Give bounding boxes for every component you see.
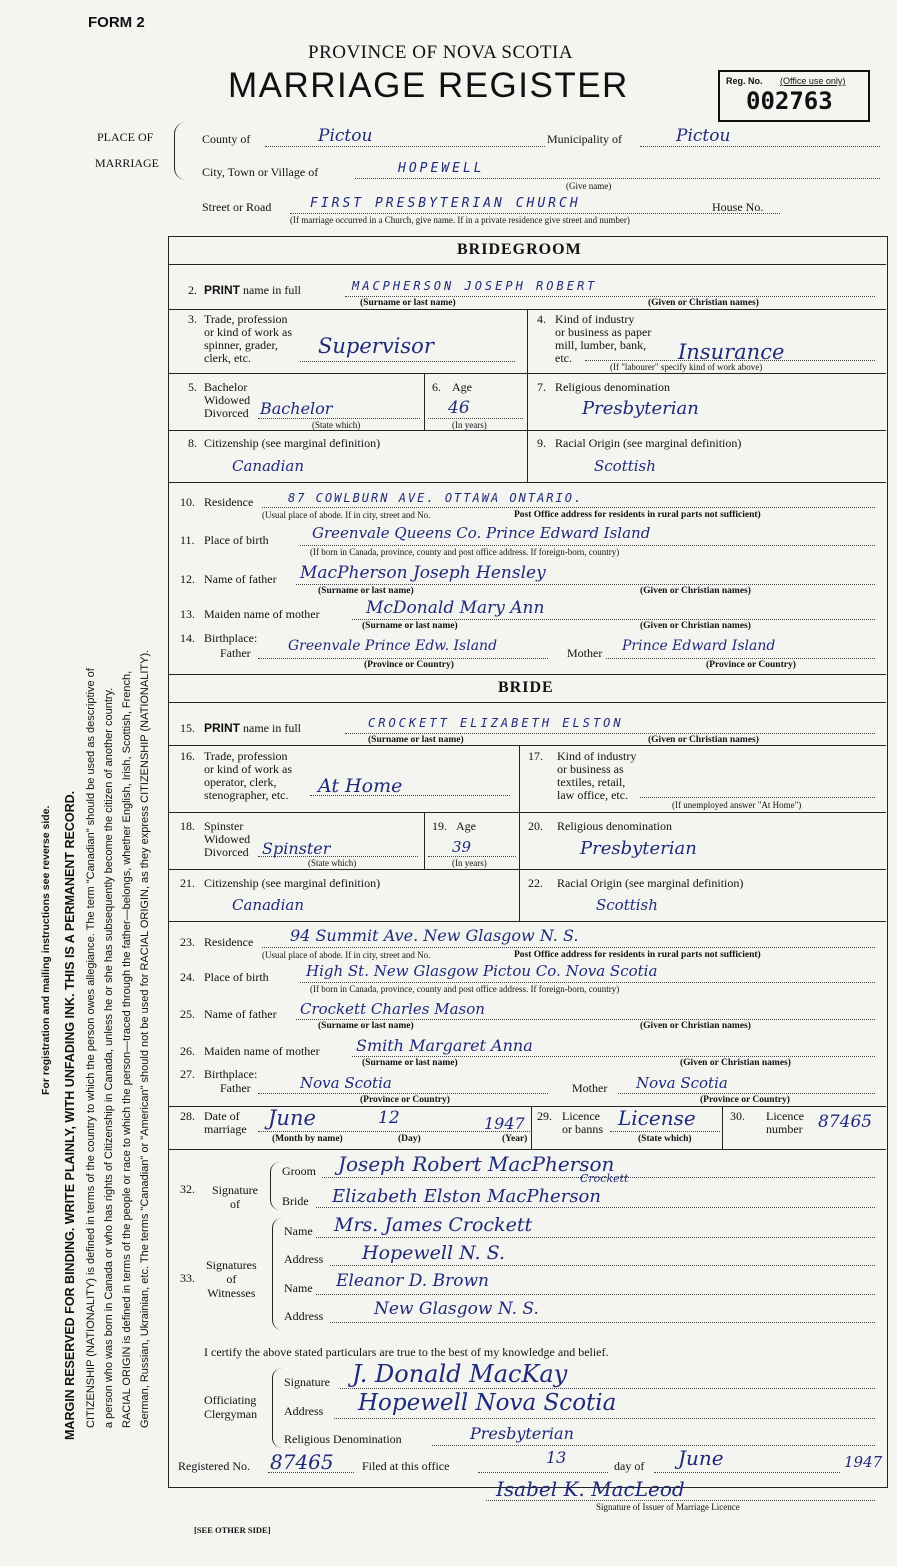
- form-number: FORM 2: [88, 14, 145, 31]
- place-of-label: PLACE OF: [97, 130, 154, 144]
- bride-heading: BRIDE: [498, 679, 554, 696]
- groom-bp-father-hint: (Province or Country): [364, 660, 454, 670]
- bride-birthplace-label: Birthplace:: [204, 1067, 258, 1081]
- w2-address-label: Address: [284, 1309, 324, 1323]
- marriage-label: MARRIAGE: [95, 156, 160, 170]
- licence-number-value: 87465: [818, 1112, 873, 1132]
- bride-signature: Elizabeth Elston MacPherson: [332, 1186, 601, 1207]
- groom-status-label-1: Bachelor: [204, 380, 248, 394]
- bride-father-value: Crockett Charles Mason: [300, 1000, 485, 1018]
- page-title: MARRIAGE REGISTER: [228, 66, 629, 105]
- field-3-number: 3.: [188, 312, 197, 326]
- groom-bp-father-value: Greenvale Prince Edw. Island: [288, 638, 498, 654]
- filed-day: 13: [546, 1448, 567, 1467]
- field-9-number: 9.: [537, 436, 546, 450]
- certify-statement: I certify the above stated particulars are true to the best of my knowledge and belief.: [204, 1345, 609, 1359]
- groom-trade-value: Supervisor: [318, 334, 434, 358]
- bride-bp-father-value: Nova Scotia: [300, 1074, 392, 1092]
- groom-bp-father-label: Father: [220, 646, 251, 660]
- date-label: [204, 1110, 247, 1136]
- bride-birth-hint: (If born in Canada, province, county and post office address. If foreign-born, country): [310, 984, 620, 994]
- groom-birth-value: Greenvale Queens Co. Prince Edward Island: [312, 524, 651, 542]
- bride-trade-value: At Home: [318, 775, 403, 797]
- bride-bp-mother-value: Nova Scotia: [636, 1074, 728, 1092]
- field-14-number: 14.: [180, 631, 195, 645]
- groom-status-label-2: Widowed: [204, 393, 251, 407]
- groom-status-label-3: Divorced: [204, 406, 249, 420]
- bride-father-surname-hint: (Surname or last name): [318, 1021, 414, 1031]
- clergy-address-label: Address: [284, 1404, 324, 1418]
- bride-birth-value: High St. New Glasgow Pictou Co. Nova Scotia: [306, 962, 658, 980]
- groom-trade-label-2: or kind of work as: [204, 325, 292, 339]
- bride-industry-label: [557, 750, 636, 802]
- bride-residence-label: Residence: [204, 935, 254, 949]
- bride-bp-mother-label: Mother: [572, 1081, 608, 1095]
- field-26-number: 26.: [180, 1044, 195, 1058]
- groom-mother-surname-hint: (Surname or last name): [362, 621, 458, 631]
- groom-father-label: Name of father: [204, 572, 277, 586]
- groom-father-value: MacPherson Joseph Hensley: [300, 563, 546, 583]
- licence-number-label-1: Licence: [766, 1109, 804, 1123]
- groom-status-value: Bachelor: [260, 399, 333, 418]
- reg-no-box: [718, 70, 870, 122]
- w1-address-label: Address: [284, 1252, 324, 1266]
- marriage-day-value: 12: [378, 1108, 400, 1128]
- field-24-number: 24.: [180, 970, 195, 984]
- bride-status-label-2: Widowed: [204, 832, 251, 846]
- municipality-value: Pictou: [676, 126, 731, 146]
- groom-mother-given-hint: (Given or Christian names): [640, 621, 751, 631]
- bridegroom-heading: BRIDEGROOM: [457, 241, 582, 258]
- province-title: PROVINCE OF NOVA SCOTIA: [308, 42, 574, 63]
- groom-religion-label: Religious denomination: [555, 380, 670, 394]
- bride-industry-label-4: law office, etc.: [557, 788, 629, 802]
- groom-print-label: [204, 284, 301, 297]
- clergy-label: [204, 1393, 257, 1421]
- field-12-number: 12.: [180, 572, 195, 586]
- licence-value: License: [618, 1106, 696, 1130]
- clergy-label-2: Clergyman: [204, 1407, 258, 1421]
- w1-name-value: Mrs. James Crockett: [334, 1214, 533, 1236]
- issuer-label: Signature of Issuer of Marriage Licence: [596, 1502, 740, 1512]
- witnesses-label-3: Witnesses: [207, 1286, 256, 1300]
- bride-given-hint: (Given or Christian names): [648, 735, 759, 745]
- bride-unemployed-hint: (If unemployed answer "At Home"): [672, 800, 802, 810]
- registered-value: 87465: [270, 1450, 334, 1474]
- witnesses-label-2: of: [226, 1272, 237, 1286]
- groom-birth-label: Place of birth: [204, 533, 269, 547]
- w1-address-value: Hopewell N. S.: [362, 1242, 505, 1264]
- licence-number-label-2: number: [766, 1122, 803, 1136]
- groom-given-hint: (Given or Christian names): [648, 298, 759, 308]
- groom-racial-value: Scottish: [594, 457, 656, 475]
- groom-labourer-hint: (If "labourer" specify kind of work above): [610, 362, 763, 372]
- field-11-number: 11.: [180, 533, 195, 547]
- field-8-number: 8.: [188, 436, 197, 450]
- filed-label: Filed at this office: [362, 1459, 450, 1473]
- w2-address-value: New Glasgow N. S.: [374, 1299, 539, 1319]
- groom-age-value: 46: [448, 398, 470, 418]
- groom-father-surname-hint: (Surname or last name): [318, 586, 414, 596]
- field-5-number: 5.: [188, 380, 197, 394]
- bride-citizenship-value: Canadian: [232, 896, 305, 914]
- date-label-1: Date of: [204, 1109, 240, 1123]
- groom-bp-mother-value: Prince Edward Island: [622, 638, 776, 654]
- bride-print-label: [204, 722, 301, 735]
- issuer-signature: Isabel K. MacLeod: [496, 1477, 685, 1501]
- groom-status-label: [204, 381, 250, 420]
- clergy-religion-label: Religious Denomination: [284, 1432, 402, 1446]
- witnesses-label: [206, 1258, 257, 1300]
- signature-label-1: Signature: [212, 1183, 258, 1197]
- bride-trade-label-4: stenographer, etc.: [204, 788, 289, 802]
- signature-brace: [270, 1162, 281, 1210]
- marriage-month-value: June: [268, 1106, 316, 1130]
- bride-status-label: [204, 820, 250, 859]
- bride-signature-above: Crockett: [580, 1172, 629, 1185]
- field-18-number: 18.: [180, 819, 195, 833]
- date-label-2: marriage: [204, 1122, 247, 1136]
- groom-citizenship-label: Citizenship (see marginal definition): [204, 436, 381, 450]
- filed-year: 1947: [844, 1453, 883, 1471]
- field-33-number: 33.: [180, 1271, 195, 1285]
- groom-mother-label: Maiden name of mother: [204, 607, 320, 621]
- bride-industry-label-3: textiles, retail,: [557, 775, 626, 789]
- groom-signature: Joseph Robert MacPherson: [338, 1152, 615, 1176]
- groom-surname-hint: (Surname or last name): [360, 298, 456, 308]
- bride-religion-value: Presbyterian: [580, 838, 697, 859]
- street-note: (If marriage occurred in a Church, give name. If in a private residence give street and number): [290, 215, 630, 225]
- bride-name-label: name in full: [243, 721, 301, 735]
- groom-birthplace-label: Birthplace:: [204, 631, 258, 645]
- year-hint: (Year): [502, 1134, 528, 1144]
- street-value: FIRST PRESBYTERIAN CHURCH: [310, 196, 581, 211]
- groom-residence-hint-b: Post Office address for residents in rural parts not sufficient): [514, 510, 761, 520]
- witnesses-brace: [272, 1218, 283, 1330]
- clergy-brace: [272, 1368, 283, 1448]
- groom-racial-label: Racial Origin (see marginal definition): [555, 436, 742, 450]
- groom-industry-label: [555, 313, 651, 365]
- groom-sig-label: Groom: [282, 1164, 316, 1178]
- clergy-signature-label: Signature: [284, 1375, 330, 1389]
- groom-industry-label-3: mill, lumber, bank,: [555, 338, 647, 352]
- field-19-number: 19.: [432, 819, 447, 833]
- county-value: Pictou: [318, 126, 373, 146]
- bride-trade-label-1: Trade, profession: [204, 749, 288, 763]
- bride-residence-hint-b: Post Office address for residents in rural parts not sufficient): [514, 950, 761, 960]
- margin-line-6: German, Russian, Ukrainian, etc. The terms "Canadian" or "American" should not be used for RACIAL ORIGIN, as they express CITIZENSHIP (NATIONALITY).: [139, 649, 151, 1428]
- bride-racial-value: Scottish: [596, 896, 658, 914]
- bride-mother-label: Maiden name of mother: [204, 1044, 320, 1058]
- street-label: Street or Road: [202, 200, 272, 214]
- municipality-label: Municipality of: [547, 132, 622, 146]
- groom-industry-label-2: or business as paper: [555, 325, 652, 339]
- field-15-number: 15.: [180, 721, 195, 735]
- bride-state-which: (State which): [308, 858, 357, 868]
- groom-trade-label: [204, 313, 292, 365]
- field-20-number: 20.: [528, 819, 543, 833]
- bride-print-word: PRINT: [204, 721, 240, 735]
- marriage-year-value: 1947: [484, 1114, 525, 1133]
- bride-mother-surname-hint: (Surname or last name): [362, 1058, 458, 1068]
- margin-line-4: a person who was born in Canada or who has rights of Citizenship in Canada, unless he or she has subsequently become the citizen of another country.: [103, 687, 115, 1428]
- margin-line-5: RACIAL ORIGIN is defined in terms of the people or race to which the person—traced through the father—belongs, whether English, Irish, Scottish, French,: [121, 670, 133, 1428]
- groom-industry-label-4: etc.: [555, 351, 572, 365]
- field-4-number: 4.: [537, 312, 546, 326]
- field-27-number: 27.: [180, 1067, 195, 1081]
- see-other-side: [SEE OTHER SIDE]: [194, 1525, 271, 1535]
- bride-status-label-3: Divorced: [204, 845, 249, 859]
- groom-residence-value: 87 COWLBURN AVE. OTTAWA ONTARIO.: [288, 491, 584, 505]
- bride-mother-value: Smith Margaret Anna: [356, 1036, 533, 1055]
- groom-print-word: PRINT: [204, 283, 240, 297]
- reg-no-value: 002763: [746, 87, 833, 115]
- groom-birth-hint: (If born in Canada, province, county and post office address. If foreign-born, country): [310, 547, 620, 557]
- city-label: City, Town or Village of: [202, 165, 319, 179]
- signature-label-2: of: [230, 1197, 240, 1211]
- field-21-number: 21.: [180, 876, 195, 890]
- groom-name-value: MACPHERSON JOSEPH ROBERT: [352, 279, 598, 293]
- groom-name-label: name in full: [243, 283, 301, 297]
- bride-residence-value: 94 Summit Ave. New Glasgow N. S.: [290, 926, 579, 945]
- bride-in-years: (In years): [452, 858, 487, 868]
- bride-religion-label: Religious denomination: [557, 819, 672, 833]
- filed-month: June: [678, 1446, 724, 1470]
- groom-field-2-number: 2.: [188, 283, 197, 297]
- bride-father-label: Name of father: [204, 1007, 277, 1021]
- margin-line-3: CITIZENSHIP (NATIONALITY) is defined in terms of the country to which the person owes allegiance. The term "Canadian" should be used as descriptive of: [85, 668, 97, 1428]
- bride-bp-father-hint: (Province or Country): [360, 1095, 450, 1105]
- bride-racial-label: Racial Origin (see marginal definition): [557, 876, 744, 890]
- field-17-number: 17.: [528, 749, 543, 763]
- groom-residence-hint-a: (Usual place of abode. If in city, street and No.: [262, 510, 431, 520]
- clergy-label-1: Officiating: [204, 1393, 257, 1407]
- licence-label: [562, 1110, 603, 1136]
- groom-mother-value: McDonald Mary Ann: [366, 598, 545, 618]
- bride-citizenship-label: Citizenship (see marginal definition): [204, 876, 381, 890]
- margin-line-2: MARGIN RESERVED FOR BINDING. WRITE PLAINLY, WITH UNFADING INK. THIS IS A PERMANENT RECORD.: [63, 790, 77, 1440]
- field-25-number: 25.: [180, 1007, 195, 1021]
- bride-age-label: Age: [456, 819, 476, 833]
- bride-age-value: 39: [452, 838, 472, 856]
- licence-label-1: Licence: [562, 1109, 600, 1123]
- field-6-number: 6.: [432, 380, 441, 394]
- field-28-number: 28.: [180, 1109, 195, 1123]
- w1-name-label: Name: [284, 1224, 313, 1238]
- bride-father-given-hint: (Given or Christian names): [640, 1021, 751, 1031]
- licence-number-label: [766, 1110, 804, 1136]
- groom-age-label: Age: [452, 380, 472, 394]
- witnesses-label-1: Signatures: [206, 1258, 257, 1272]
- field-7-number: 7.: [537, 380, 546, 394]
- field-32-number: 32.: [180, 1182, 195, 1196]
- field-13-number: 13.: [180, 607, 195, 621]
- bride-status-value: Spinster: [262, 839, 331, 858]
- groom-religion-value: Presbyterian: [582, 398, 699, 419]
- groom-industry-label-1: Kind of industry: [555, 312, 635, 326]
- groom-trade-label-3: spinner, grader,: [204, 338, 279, 352]
- bride-trade-label: [204, 750, 292, 802]
- day-hint: (Day): [398, 1134, 421, 1144]
- place-brace: [174, 122, 189, 180]
- groom-residence-label: Residence: [204, 495, 254, 509]
- field-30-number: 30.: [730, 1109, 745, 1123]
- clergy-address: Hopewell Nova Scotia: [358, 1390, 617, 1416]
- day-of-label: day of: [614, 1459, 645, 1473]
- groom-in-years: (In years): [452, 420, 487, 430]
- bride-trade-label-2: or kind of work as: [204, 762, 292, 776]
- margin-line-1: For registration and mailing instructions see reverse side.: [40, 805, 52, 1095]
- groom-bp-mother-label: Mother: [567, 646, 603, 660]
- bride-trade-label-3: operator, clerk,: [204, 775, 277, 789]
- bride-residence-hint-a: (Usual place of abode. If in city, street and No.: [262, 950, 431, 960]
- registered-label: Registered No.: [178, 1459, 250, 1473]
- bride-status-label-1: Spinster: [204, 819, 244, 833]
- bride-birth-label: Place of birth: [204, 970, 269, 984]
- field-23-number: 23.: [180, 935, 195, 949]
- field-10-number: 10.: [180, 495, 195, 509]
- bride-bp-father-label: Father: [220, 1081, 251, 1095]
- bride-surname-hint: (Surname or last name): [368, 735, 464, 745]
- groom-bp-mother-hint: (Province or Country): [706, 660, 796, 670]
- clergy-religion: Presbyterian: [470, 1424, 574, 1443]
- signature-of-label: [212, 1183, 258, 1211]
- field-16-number: 16.: [180, 749, 195, 763]
- groom-trade-label-1: Trade, profession: [204, 312, 288, 326]
- groom-trade-label-4: clerk, etc.: [204, 351, 251, 365]
- licence-state-which: (State which): [638, 1134, 692, 1144]
- groom-industry-value: Insurance: [678, 340, 785, 364]
- groom-citizenship-value: Canadian: [232, 457, 305, 475]
- reg-no-label: Reg. No.: [726, 76, 763, 86]
- bride-industry-label-2: or business as: [557, 762, 624, 776]
- w2-name-label: Name: [284, 1281, 313, 1295]
- licence-label-2: or banns: [562, 1122, 603, 1136]
- bride-bp-mother-hint: (Province or Country): [700, 1095, 790, 1105]
- clergy-signature: J. Donald MacKay: [352, 1360, 568, 1388]
- month-hint: (Month by name): [272, 1134, 343, 1144]
- w2-name-value: Eleanor D. Brown: [336, 1271, 489, 1291]
- give-name-hint: (Give name): [566, 181, 612, 191]
- house-no-label: House No.: [712, 200, 764, 214]
- groom-father-given-hint: (Given or Christian names): [640, 586, 751, 596]
- bride-mother-given-hint: (Given or Christian names): [680, 1058, 791, 1068]
- bride-industry-label-1: Kind of industry: [557, 749, 637, 763]
- bride-sig-label: Bride: [282, 1194, 309, 1208]
- groom-state-which: (State which): [312, 420, 361, 430]
- field-22-number: 22.: [528, 876, 543, 890]
- office-use-note: (Office use only): [780, 76, 846, 86]
- city-value: HOPEWELL: [398, 161, 485, 176]
- county-label: County of: [202, 132, 251, 146]
- bride-name-value: CROCKETT ELIZABETH ELSTON: [368, 716, 624, 730]
- field-29-number: 29.: [537, 1109, 552, 1123]
